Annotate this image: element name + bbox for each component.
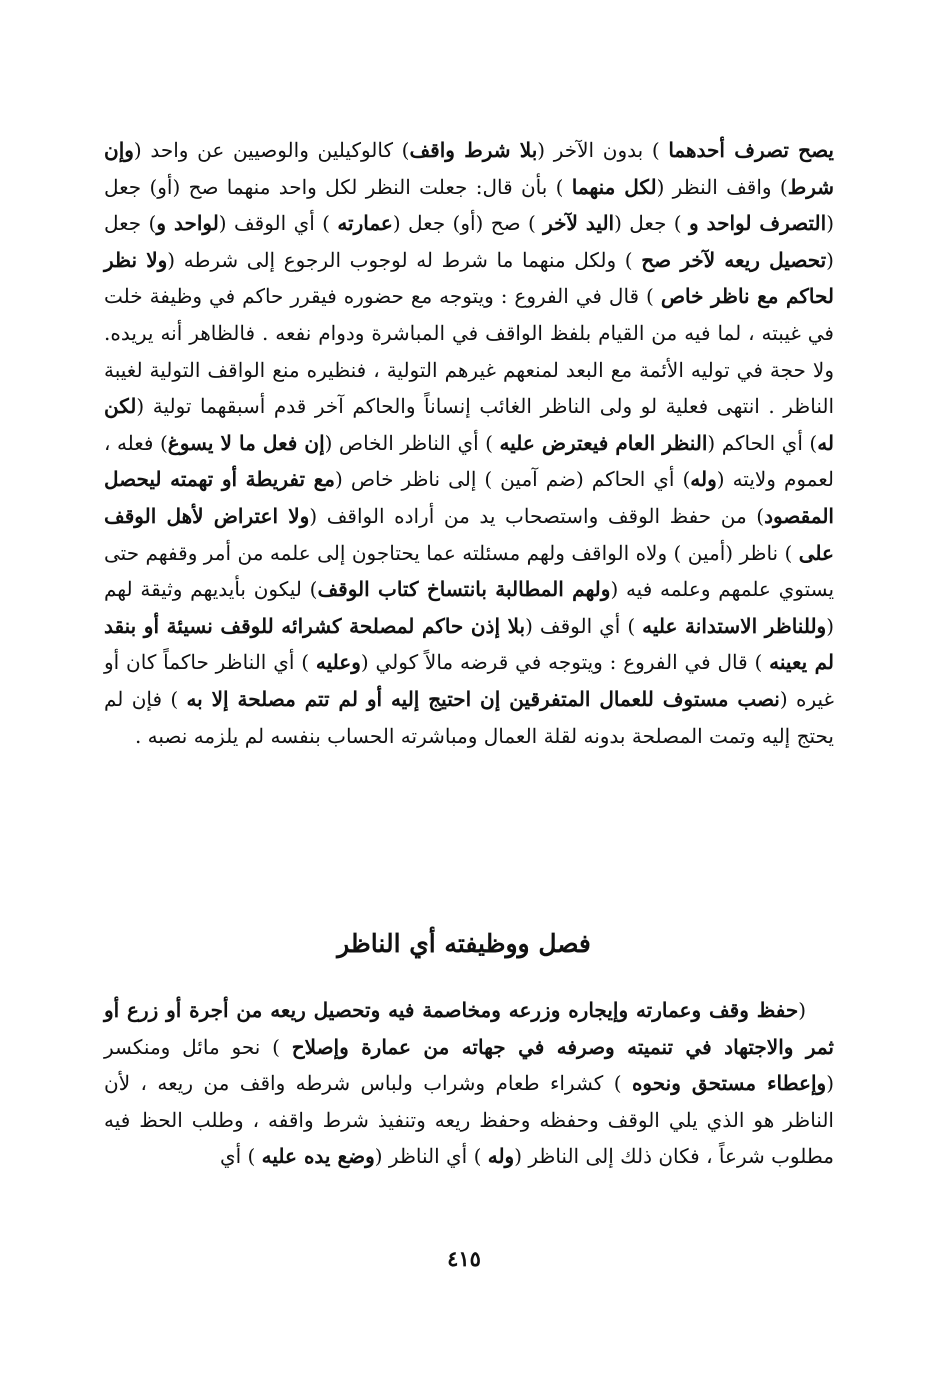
bold-text-run: وإن شرط bbox=[104, 138, 834, 199]
text-run: ) قال في الفروع : ويتوجه في قرضه مالاً كولي ( bbox=[360, 650, 770, 675]
text-run: ) أي الناظر الخاص ( bbox=[324, 430, 500, 455]
text-run: ) فعله ، لعموم ولايته ( bbox=[104, 430, 834, 492]
text-run: ) كالوكيلين والوصيين عن واحد ( bbox=[133, 138, 410, 162]
bold-text-run: حفظ وقف وعمارته وإيجاره وزرعه ومخاصمة فيه وتحصيل ريعه من أجرة أو زرع أو ثمر والاجتهاد في تنميته وصرفه في جهاته من عمارة وإصلاح bbox=[104, 998, 834, 1059]
bold-text-run: لكن له bbox=[104, 394, 835, 455]
text-run: ) أي الناظر حاكماً كان أو غيره ( bbox=[104, 650, 834, 711]
text-run: ) من حفظ الوقف واستصحاب يد من أراده الواقف ( bbox=[309, 503, 765, 528]
text-run: ) فإن لم يحتج إليه وتمت المصلحة بدونه لقلة العمال ومباشرته الحساب بنفسه لم يلزمه نصبه . bbox=[104, 686, 834, 748]
bold-text-run: التصرف لواحد و bbox=[688, 211, 827, 236]
text-run: ) بأن قال: جعلت النظر لكل واحد منهما صح (أو) جعل ( bbox=[104, 174, 835, 236]
text-run: ( bbox=[798, 998, 806, 1022]
section-heading: فصل ووظيفته أي الناظر bbox=[337, 929, 591, 958]
text-run: ) صح (أو) جعل ( bbox=[392, 211, 544, 236]
body-paragraph-1 bbox=[104, 132, 834, 754]
bold-text-run: اليد لآخر bbox=[543, 211, 615, 236]
bold-text-run: ولهم المطالبة بانتساخ كتاب الوقف bbox=[317, 577, 611, 602]
bold-text-run: بلا شرط واقف bbox=[409, 138, 538, 162]
text-run: ) أي الناظر ( bbox=[374, 1144, 488, 1169]
bold-text-run: إن فعل ما لا يسوغ bbox=[167, 430, 325, 455]
text-run: ) ولكل منهما ما شرط له لوجوب الرجوع إلى شرطه ( bbox=[167, 247, 642, 272]
bold-text-run: وضع يده عليه bbox=[261, 1144, 375, 1169]
bold-text-run: نصب مستوف للعمال المتفرقين إن احتيج إليه أو لم تتم مصلحة إلا به bbox=[186, 686, 780, 711]
text-run: ) بدون الآخر ( bbox=[537, 138, 669, 162]
page-number: ٤١٥ bbox=[447, 1246, 481, 1271]
bold-text-run: ولا اعتراض لأهل الوقف على bbox=[104, 503, 834, 565]
text-run: ) أي الوقف ( bbox=[218, 211, 338, 236]
text-run: ) جعل ( bbox=[104, 211, 834, 272]
text-run: ) أي الحاكم (ضم آمين ) إلى ناظر خاص ( bbox=[335, 467, 691, 492]
bold-text-run: بلا إذن حاكم لمصلحة كشرائه للوقف نسيئة أو بنقد لم يعينه bbox=[104, 613, 835, 675]
text-run: ) واقف النظر ( bbox=[656, 174, 788, 199]
text-run: ) كشراء طعام وشراب ولباس شرطه واقف من ريعه ، لأن الناظر هو الذي يلي الوقف وحفظه وحفظ ريعه وتنفيذ شرط واقفه ، وطلب الحظ فيه مطلوب شرعاً ، فكان ذلك إلى الناظر ( bbox=[104, 1071, 834, 1169]
bold-text-run: مع تفريطة أو تهمته ليحصل المقصود bbox=[104, 467, 834, 528]
bold-text-run: ولا نظر لحاكم مع ناظر خاص bbox=[104, 247, 834, 309]
body-paragraph-2 bbox=[104, 992, 834, 1175]
bold-text-run: وله bbox=[487, 1144, 515, 1169]
text-run: ) ليكون بأيديهم وثيقة لهم ( bbox=[104, 577, 835, 638]
bold-text-run: عمارته bbox=[337, 211, 393, 236]
bold-text-run: وله bbox=[690, 467, 717, 492]
text-run: ) ناظر (أمين ) ولاه الواقف ولهم مسئلته عما يحتاجون إلى علمه من أمر وقفهم حتى يستوي علمهم وعلمه فيه ( bbox=[104, 540, 835, 602]
text-run: ) نحو مائل ومنكسر ( bbox=[104, 1034, 834, 1096]
bold-text-run: وإعطاء مستحق ونحوه bbox=[631, 1071, 827, 1096]
text-run: ) أي الوقف ( bbox=[525, 613, 643, 638]
text-run: ) جعل ( bbox=[614, 211, 689, 236]
bold-text-run: وللناظر الاستدانة عليه bbox=[642, 613, 827, 638]
bold-text-run: النظر العام فيعترض عليه bbox=[499, 430, 708, 455]
text-run: ) أي bbox=[219, 1144, 262, 1169]
bold-text-run: تحصيل ريعه لآخر صح bbox=[641, 247, 827, 272]
bold-text-run: يصح تصرف أحدهما bbox=[668, 138, 834, 162]
text-run: ) أي الحاكم ( bbox=[707, 430, 818, 455]
bold-text-run: لكل منهما bbox=[571, 174, 657, 199]
bold-text-run: وعليه bbox=[315, 650, 361, 675]
bold-text-run: لواحد و bbox=[156, 211, 219, 236]
text-run: ) قال في الفروع : ويتوجه مع حضوره فيقرر حاكم في وظيفة خلت في غيبته ، لما فيه من القيام بلفظ الواقف في المباشرة ودوام نفعه . فالظاهر أنه يريده. ولا حجة في توليه الأئمة مع البعد لمنعهم غيرهم التولية ، فنظيره منع الواقف التولية لغيبة الناظر . انتهى فعلية لو ولى الناظر الغائب إنساناً والحاكم آخر قدم أسبقهما تولية ( bbox=[104, 284, 834, 419]
